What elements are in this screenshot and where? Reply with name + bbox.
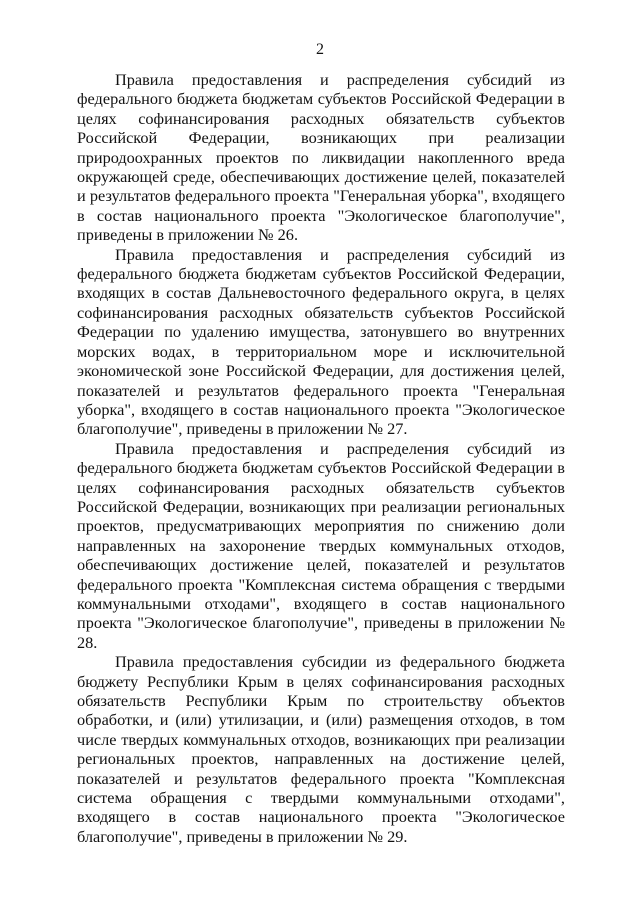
- page-number: 2: [316, 41, 324, 58]
- paragraph-appendix-28: Правила предоставления и распределения субсидий из федерального бюджета бюджетам субъектов Российской Федерации в целях софинансирования расходных обязательств субъектов Российской Федерации, возникающих при реализации региональных проектов, предусматривающих мероприятия по снижению доли направленных на захоронение твердых коммунальных отходов, обеспечивающих достижение целей, показателей и результатов федерального проекта "Комплексная система обращения с твердыми коммунальными отходами", входящего в состав национального проекта "Экологическое благополучие", приведены в приложении № 28.: [77, 438, 565, 652]
- paragraph-appendix-26: Правила предоставления и распределения субсидий из федерального бюджета бюджетам субъектов Российской Федерации в целях софинансирования расходных обязательств субъектов Российской Федерации, возникающих при реализации природоохранных проектов по ликвидации накопленного вреда окружающей среде, обеспечивающих достижение целей, показателей и результатов федерального проекта "Генеральная уборка", входящего в состав национального проекта "Экологическое благополучие", приведены в приложении № 26.: [77, 70, 565, 245]
- paragraph-appendix-27: Правила предоставления и распределения субсидий из федерального бюджета бюджетам субъектов Российской Федерации, входящих в состав Дальневосточного федерального округа, в целях софинансирования расходных обязательств субъектов Российской Федерации по удалению имущества, затонувшего во внутренних морских водах, в территориальном море и исключительной экономической зоне Российской Федерации, для достижения целей, показателей и результатов федерального проекта "Генеральная уборка", входящего в состав национального проекта "Экологическое благополучие", приведены в приложении № 27.: [77, 244, 565, 439]
- document-body: [77, 70, 565, 846]
- paragraph-appendix-29: Правила предоставления субсидии из федерального бюджета бюджету Республики Крым в целях софинансирования расходных обязательств Республики Крым по строительству объектов обработки, и (или) утилизации, и (или) размещения отходов, в том числе твердых коммунальных отходов, возникающих при реализации региональных проектов, направленных на достижение целей, показателей и результатов федерального проекта "Комплексная система обращения с твердыми коммунальными отходами", входящего в состав национального проекта "Экологическое благополучие", приведены в приложении № 29.: [77, 652, 565, 846]
